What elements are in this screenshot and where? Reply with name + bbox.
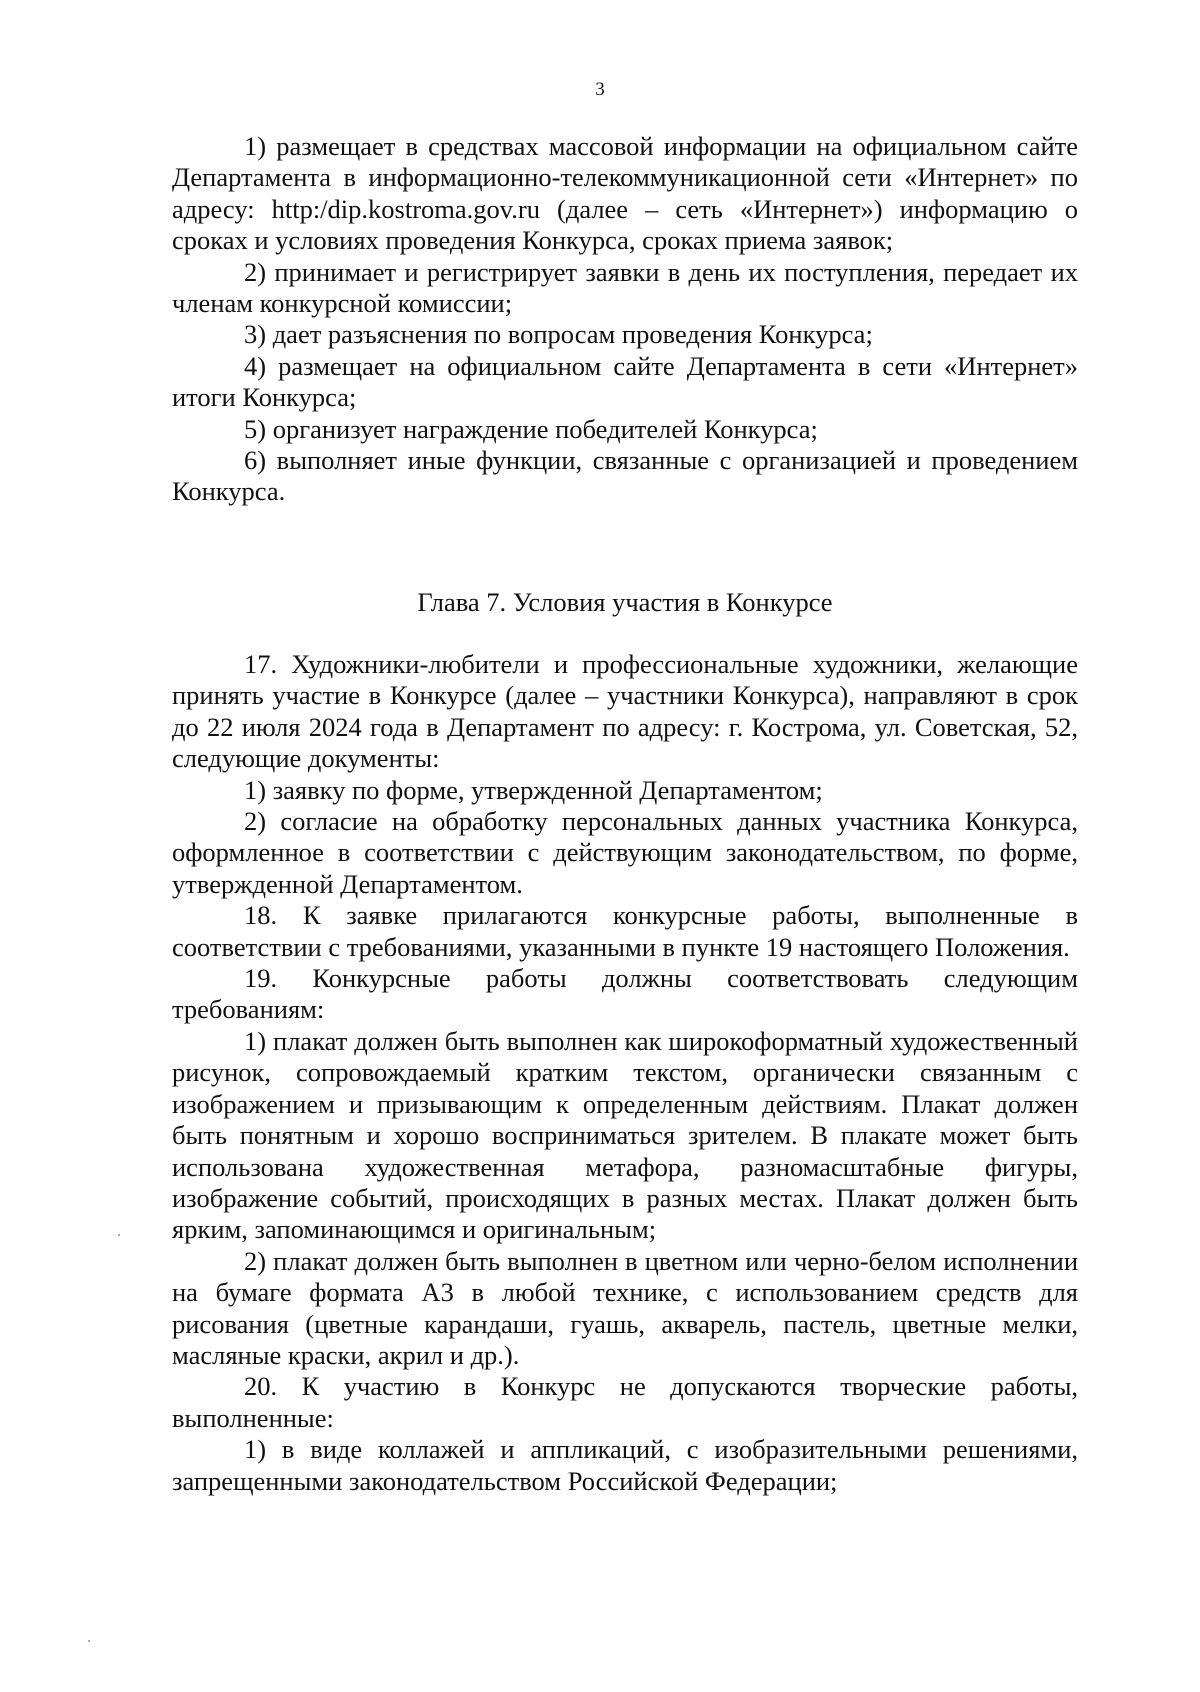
clause-17: 17. Художники-любители и профессиональные художники, желающие принять участие в Конкурсе (далее – участники Конкурса), направляют в срок до 22 июля 2024 года в Департамент по адресу: г. Кострома, ул. Советская, 52, следующие документы: [172, 649, 1078, 774]
duties-list [172, 131, 1078, 508]
participation-conditions [172, 649, 1078, 1497]
scan-speck [118, 1234, 120, 1236]
clause-17-item-1: 1) заявку по форме, утвержденной Департаментом; [244, 774, 823, 805]
clause-18: 18. К заявке прилагаются конкурсные работы, выполненные в соответствии с требованиями, указанными в пункте 19 настоящего Положения. [172, 900, 1078, 962]
duty-item-1: 1) размещает в средствах массовой информации на официальном сайте Департамента в информационно-телекоммуникационной сети «Интернет» по адресу: http:/dip.kostroma.gov.ru (далее – сеть «Интернет») информацию о сроках и условиях проведения Конкурса, сроках приема заявок; [172, 131, 1078, 256]
duty-item-4: 4) размещает на официальном сайте Департамента в сети «Интернет» итоги Конкурса; [172, 350, 1078, 413]
duty-item-5: 5) организует награждение победителей Конкурса; [244, 413, 818, 444]
clause-17-item-2: 2) согласие на обработку персональных данных участника Конкурса, оформленное в соответствии с действующим законодательством, по форме, утвержденной Департаментом. [172, 806, 1078, 899]
scan-speck [88, 1640, 90, 1642]
clause-20-item-1: 1) в виде коллажей и аппликаций, с изобразительными решениями, запрещенными законодательством Российской Федерации; [172, 1434, 1078, 1496]
chapter-heading: Глава 7. Условия участия в Конкурсе [417, 587, 833, 617]
clause-19-item-1: 1) плакат должен быть выполнен как широкоформатный художественный рисунок, сопровождаемый кратким текстом, органически связанным с изображением и призывающим к определенным действиям. Плакат должен быть понятным и хорошо восприниматься зрителем. В плакате может быть использована художественная метафора, разномасштабные фигуры, изображение событий, происходящих в разных местах. Плакат должен быть ярким, запоминающимся и оригинальным; [172, 1025, 1078, 1245]
page-number: 3 [595, 79, 605, 100]
clause-20: 20. К участию в Конкурс не допускаются творческие работы, выполненные: [172, 1371, 1078, 1433]
duty-item-3: 3) дает разъяснения по вопросам проведения Конкурса; [244, 319, 873, 350]
duty-item-2: 2) принимает и регистрирует заявки в день их поступления, передает их членам конкурсной комиссии; [172, 256, 1078, 319]
clause-19-item-2: 2) плакат должен быть выполнен в цветном или черно-белом исполнении на бумаге формата А3 в любой технике, с использованием средств для рисования (цветные карандаши, гуашь, акварель, пастель, цветные мелки, масляные краски, акрил и др.). [172, 1245, 1078, 1370]
clause-19: 19. Конкурсные работы должны соответствовать следующим требованиям: [172, 963, 1078, 1025]
duty-item-6: 6) выполняет иные функции, связанные с организацией и проведением Конкурса. [172, 445, 1078, 507]
